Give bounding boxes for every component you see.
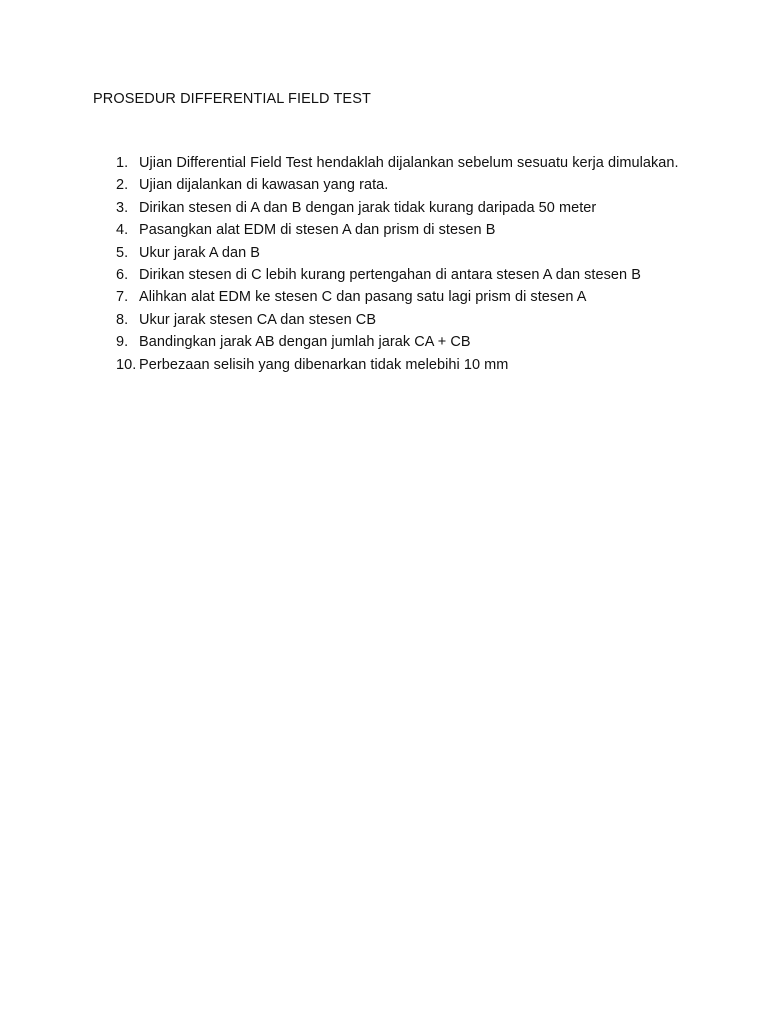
- step-text: Dirikan stesen di C lebih kurang pertengahan di antara stesen A dan stesen B: [139, 267, 641, 284]
- step-number: 8.: [116, 311, 129, 328]
- step-number: 9.: [116, 334, 129, 351]
- step-text: Alihkan alat EDM ke stesen C dan pasang satu lagi prism di stesen A: [139, 289, 587, 306]
- step-number: 10.: [116, 356, 137, 373]
- step-number: 4.: [116, 222, 129, 239]
- step-number: 3.: [116, 199, 129, 216]
- procedure-step-5: [0, 242, 679, 264]
- procedure-step-4: [0, 219, 679, 241]
- step-text: Dirikan stesen di A dan B dengan jarak tidak kurang daripada 50 meter: [139, 199, 597, 216]
- step-number: 6.: [116, 267, 129, 284]
- step-text: Bandingkan jarak AB dengan jumlah jarak CA + CB: [139, 334, 471, 351]
- procedure-step-9: [0, 331, 679, 353]
- document-title: PROSEDUR DIFFERENTIAL FIELD TEST: [93, 91, 371, 107]
- procedure-step-6: [0, 264, 679, 286]
- procedure-step-7: [0, 286, 679, 308]
- step-text: Ukur jarak A dan B: [139, 244, 260, 261]
- step-number: 1.: [116, 155, 129, 171]
- procedure-step-2: [0, 174, 679, 196]
- step-text: Ujian Differential Field Test hendaklah dijalankan sebelum sesuatu kerja dimulakan.: [139, 155, 679, 171]
- step-text: Ujian dijalankan di kawasan yang rata.: [139, 177, 389, 194]
- procedure-step-8: [0, 309, 679, 331]
- step-number: 2.: [116, 177, 129, 194]
- step-text: Perbezaan selisih yang dibenarkan tidak melebihi 10 mm: [139, 356, 509, 373]
- procedure-steps-list: [0, 152, 768, 376]
- step-number: 5.: [116, 244, 129, 261]
- step-text: Ukur jarak stesen CA dan stesen CB: [139, 311, 377, 328]
- step-text: Pasangkan alat EDM di stesen A dan prism di stesen B: [139, 222, 496, 239]
- procedure-step-10: [0, 354, 679, 376]
- procedure-step-3: [0, 197, 679, 219]
- procedure-step-1: [0, 152, 679, 174]
- step-number: 7.: [116, 289, 129, 306]
